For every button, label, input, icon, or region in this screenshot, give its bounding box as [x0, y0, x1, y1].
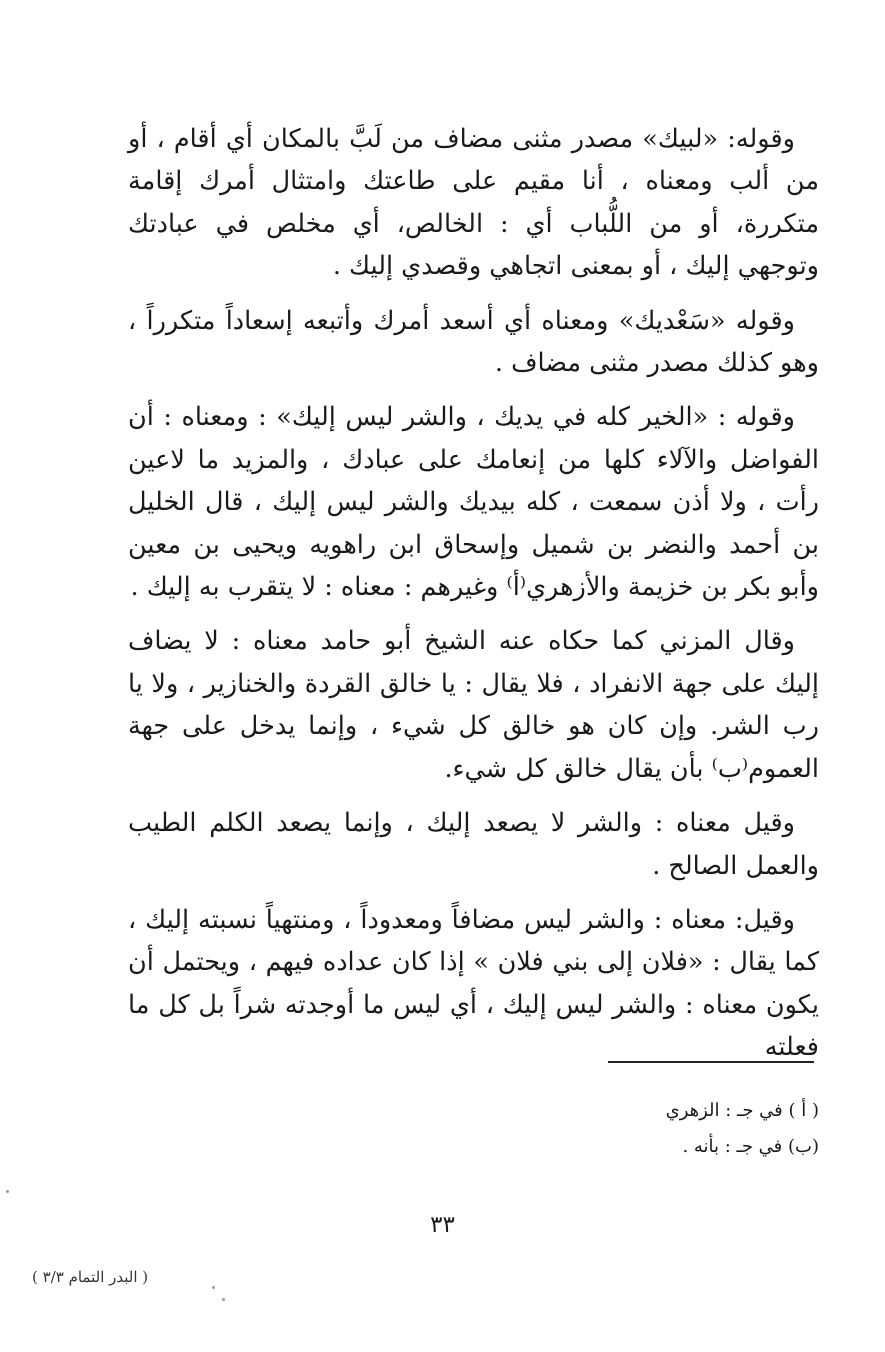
scan-speck [212, 1286, 215, 1289]
footnote-a: ( أ ) في جـ : الزهري [665, 1100, 819, 1121]
paragraph-1: وقوله: «لبيك» مصدر مثنى مضاف من لَبَّ بالمكان أي أقام ، أو من ألب ومعناه ، أنا مقيم على طاعتك وامتثال أمرك إقامة متكررة، أو من اللُّباب أي : الخالص، أي مخلص في عبادتك وتوجهي إليك ، أو بمعنى اتجاهي وقصدي إليك . [128, 124, 819, 282]
footnote-b: (ب) في جـ : بأنه . [682, 1136, 819, 1157]
scan-speck [6, 1190, 9, 1193]
running-footer: ( البدر التمام ٣/٣ ) [32, 1268, 149, 1286]
paragraph-6: وقيل: معناه : والشر ليس مضافاً ومعدوداً ، ومنتهياً نسبته إليك ، كما يقال : «فلان إلى بني فلان » إذا كان عداده فيهم ، ويحتمل أن يكون معناه : والشر ليس إليك ، أي ليس ما أوجدته شراً بل كل ما فعلته [128, 904, 819, 1063]
paragraph-2: وقوله «سَعْديك» ومعناه أي أسعد أمرك وأتبعه إسعاداً متكرراً ، وهو كذلك مصدر مثنى مضاف . [128, 305, 819, 379]
paragraph-3: وقوله : «الخير كله في يديك ، والشر ليس إليك» : ومعناه : أن الفواضل والآلاء كلها من إنعامك على عبادك ، والمزيد ما لاعين رأت ، ولا أذن سمعت ، كله بيديك والشر ليس إليك ، قال الخليل بن أحمد والنضر بن شميل وإسحاق ابن راهويه ويحيى بن معين وأبو بكر بن خزيمة والأزهري⁽أ⁾ وغيرهم : معناه : لا يتقرب به إليك . [128, 402, 819, 603]
paragraph-5: وقيل معناه : والشر لا يصعد إليك ، وإنما يصعد الكلم الطيب والعمل الصالح . [128, 808, 819, 881]
paragraph-4: وقال المزني كما حكاه عنه الشيخ أبو حامد معناه : لا يضاف إليك على جهة الانفراد ، فلا يقال : يا خالق القردة والخنازير ، ولا يا رب الشر. وإن كان هو خالق كل شيء ، وإنما يدخل على جهة العموم⁽ب⁾ بأن يقال خالق كل شيء. [128, 626, 819, 784]
main-text [128, 118, 819, 1081]
page-number: ٣٣ [430, 1212, 455, 1238]
footnotes [419, 1093, 819, 1165]
footnote-divider [608, 1061, 814, 1063]
scan-speck [222, 1298, 225, 1301]
